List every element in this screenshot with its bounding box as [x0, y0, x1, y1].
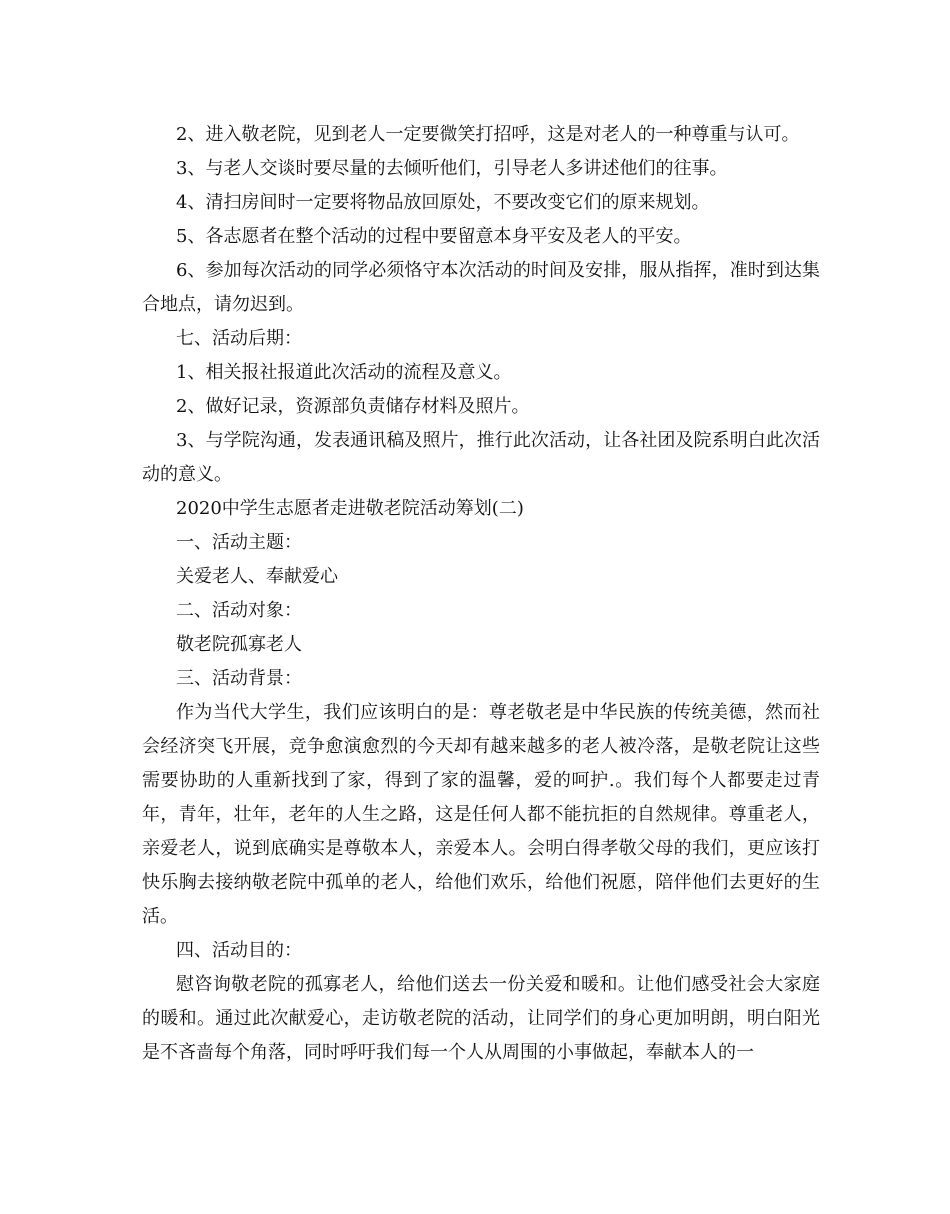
paragraph-later-2: 2、做好记录，资源部负责储存材料及照片。 [176, 396, 530, 417]
document-subtitle: 2020中学生志愿者走进敬老院活动筹划(二) [176, 498, 524, 519]
section-heading-audience: 二、活动对象： [176, 600, 302, 621]
paragraph-rule-4: 4、清扫房间时一定要将物品放回原处，不要改变它们的原来规划。 [176, 192, 710, 213]
paragraph-rule-6: 6、参加每次活动的同学必须恪守本次活动的时间及安排，服从指挥，准时到达集合地点，请勿迟到。 [142, 260, 820, 315]
section-heading-theme: 一、活动主题： [176, 532, 302, 553]
document-body [142, 118, 820, 1070]
theme-text: 关爱老人、奉献爱心 [176, 566, 338, 587]
section-heading-background: 三、活动背景： [176, 668, 302, 689]
purpose-text: 慰咨询敬老院的孤寡老人，给他们送去一份关爱和暖和。让他们感受社会大家庭的暖和。通过此次献爱心，走访敬老院的活动，让同学们的身心更加明朗，明白阳光是不吝啬每个角落，同时呼吁我们每一个人从周围的小事做起，奉献本人的一 [142, 974, 820, 1063]
section-heading-purpose: 四、活动目的： [176, 940, 302, 961]
paragraph-later-1: 1、相关报社报道此次活动的流程及意义。 [176, 362, 512, 383]
paragraph-rule-5: 5、各志愿者在整个活动的过程中要留意本身平安及老人的平安。 [176, 226, 692, 247]
paragraph-rule-3: 3、与老人交谈时要尽量的去倾听他们，引导老人多讲述他们的往事。 [176, 158, 728, 179]
audience-text: 敬老院孤寡老人 [176, 634, 302, 655]
paragraph-rule-2: 2、进入敬老院，见到老人一定要微笑打招呼，这是对老人的一种尊重与认可。 [176, 124, 800, 145]
background-text: 作为当代大学生，我们应该明白的是：尊老敬老是中华民族的传统美德，然而社会经济突飞开展，竞争愈演愈烈的今天却有越来越多的老人被冷落，是敬老院让这些需要协助的人重新找到了家，得到了家的温馨，爱的呵护.。我们每个人都要走过青年，青年，壮年，老年的人生之路，这是任何人都不能抗拒的自然规律。尊重老人，亲爱老人，说到底确实是尊敬本人，亲爱本人。会明白得孝敬父母的我们，更应该打快乐胸去接纳敬老院中孤单的老人，给他们欢乐，给他们祝愿，陪伴他们去更好的生活。 [142, 702, 820, 927]
section-heading-later-stage: 七、活动后期： [176, 328, 302, 349]
paragraph-later-3: 3、与学院沟通，发表通讯稿及照片，推行此次活动，让各社团及院系明白此次活动的意义。 [142, 430, 820, 485]
